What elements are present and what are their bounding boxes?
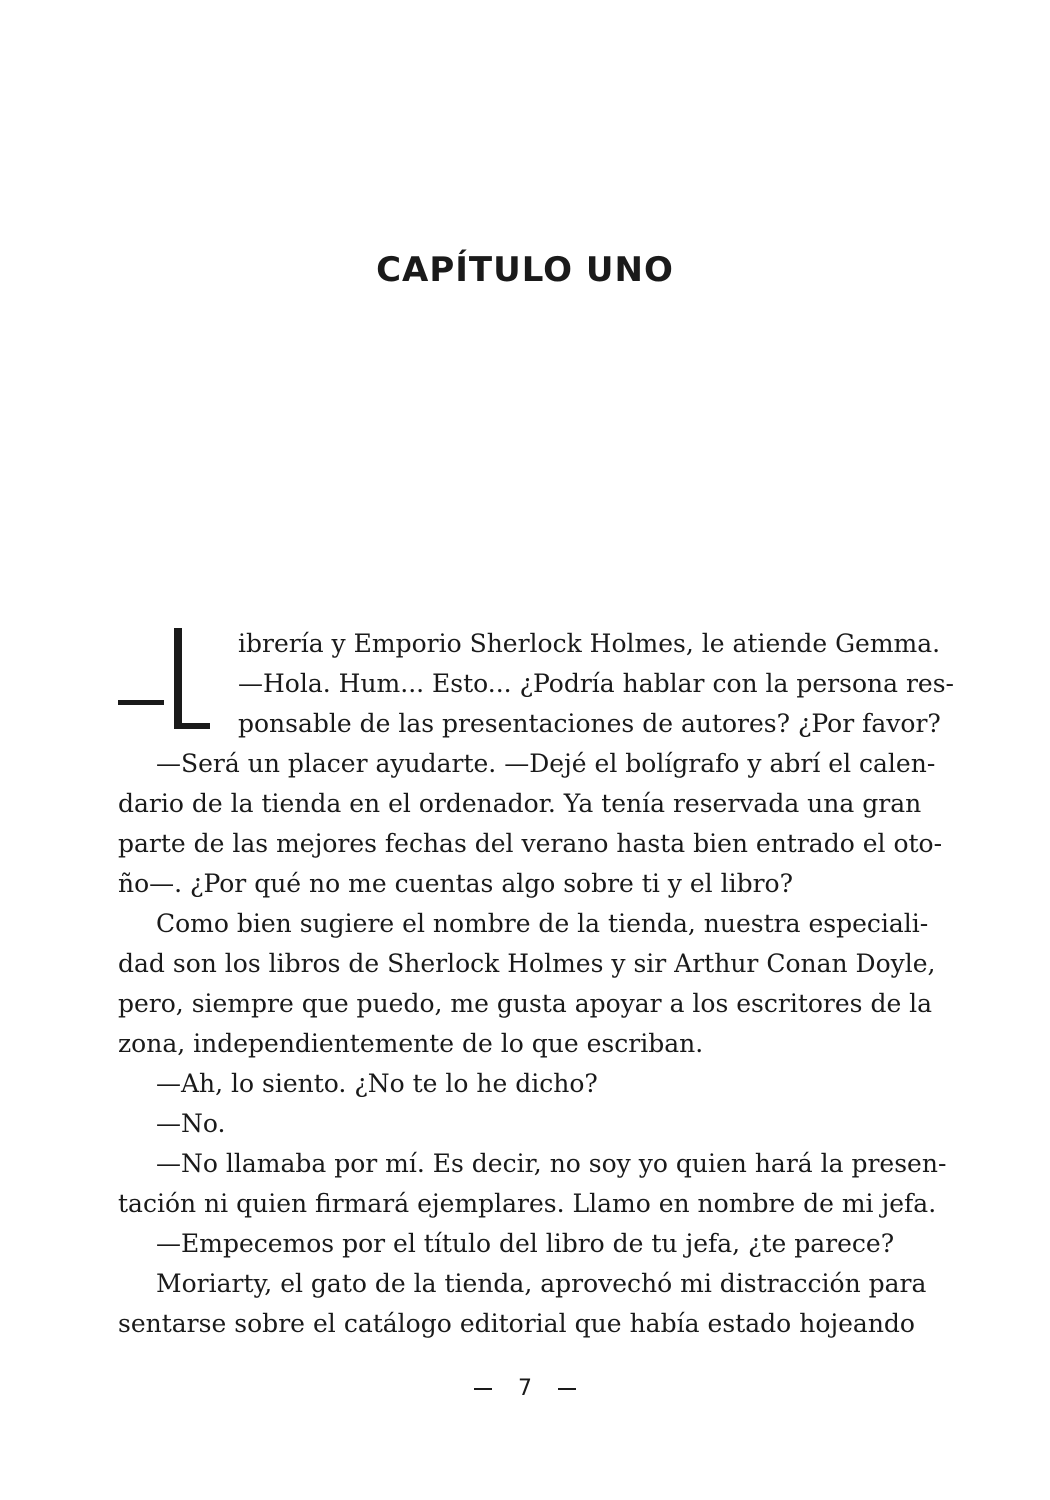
text-line: ño—. ¿Por qué no me cuentas algo sobre ti y el libro? (118, 869, 793, 898)
text-line: Como bien sugiere el nombre de la tienda, nuestra especiali- (156, 909, 929, 938)
text-line: —Empecemos por el título del libro de tu jefa, ¿te parece? (156, 1229, 895, 1258)
text-line: tación ni quien firmará ejemplares. Llamo en nombre de mi jefa. (118, 1189, 937, 1218)
text-line: Moriarty, el gato de la tienda, aprovechó mi distracción para (156, 1269, 927, 1298)
text-line: dad son los libros de Sherlock Holmes y sir Arthur Conan Doyle, (118, 949, 936, 978)
page-number-left-dash (474, 1388, 492, 1390)
text-line: —Ah, lo siento. ¿No te lo he dicho? (156, 1069, 598, 1098)
text-line: pero, siempre que puedo, me gusta apoyar a los escritores de la (118, 989, 933, 1018)
body-text (118, 624, 954, 1344)
text-line: —No llamaba por mí. Es decir, no soy yo quien hará la presen- (156, 1149, 947, 1178)
text-line: ponsable de las presentaciones de autores? ¿Por favor? (238, 709, 941, 738)
text-line: —Será un placer ayudarte. —Dejé el bolígrafo y abrí el calen- (156, 749, 936, 778)
text-line: parte de las mejores fechas del verano hasta bien entrado el oto- (118, 829, 943, 858)
text-line: sentarse sobre el catálogo editorial que había estado hojeando (118, 1309, 915, 1338)
page-number: 7 (518, 1376, 532, 1401)
page-footer (0, 1376, 1050, 1401)
page-number-right-dash (558, 1388, 576, 1390)
chapter-title: CAPÍTULO UNO (376, 250, 674, 290)
text-line: dario de la tienda en el ordenador. Ya tenía reservada una gran (118, 789, 922, 818)
text-line: zona, independientemente de lo que escriban. (118, 1029, 704, 1058)
text-line: ibrería y Emporio Sherlock Holmes, le atiende Gemma. (238, 629, 941, 658)
text-line: —No. (156, 1109, 226, 1138)
text-line: —Hola. Hum... Esto... ¿Podría hablar con la persona res- (238, 669, 954, 698)
